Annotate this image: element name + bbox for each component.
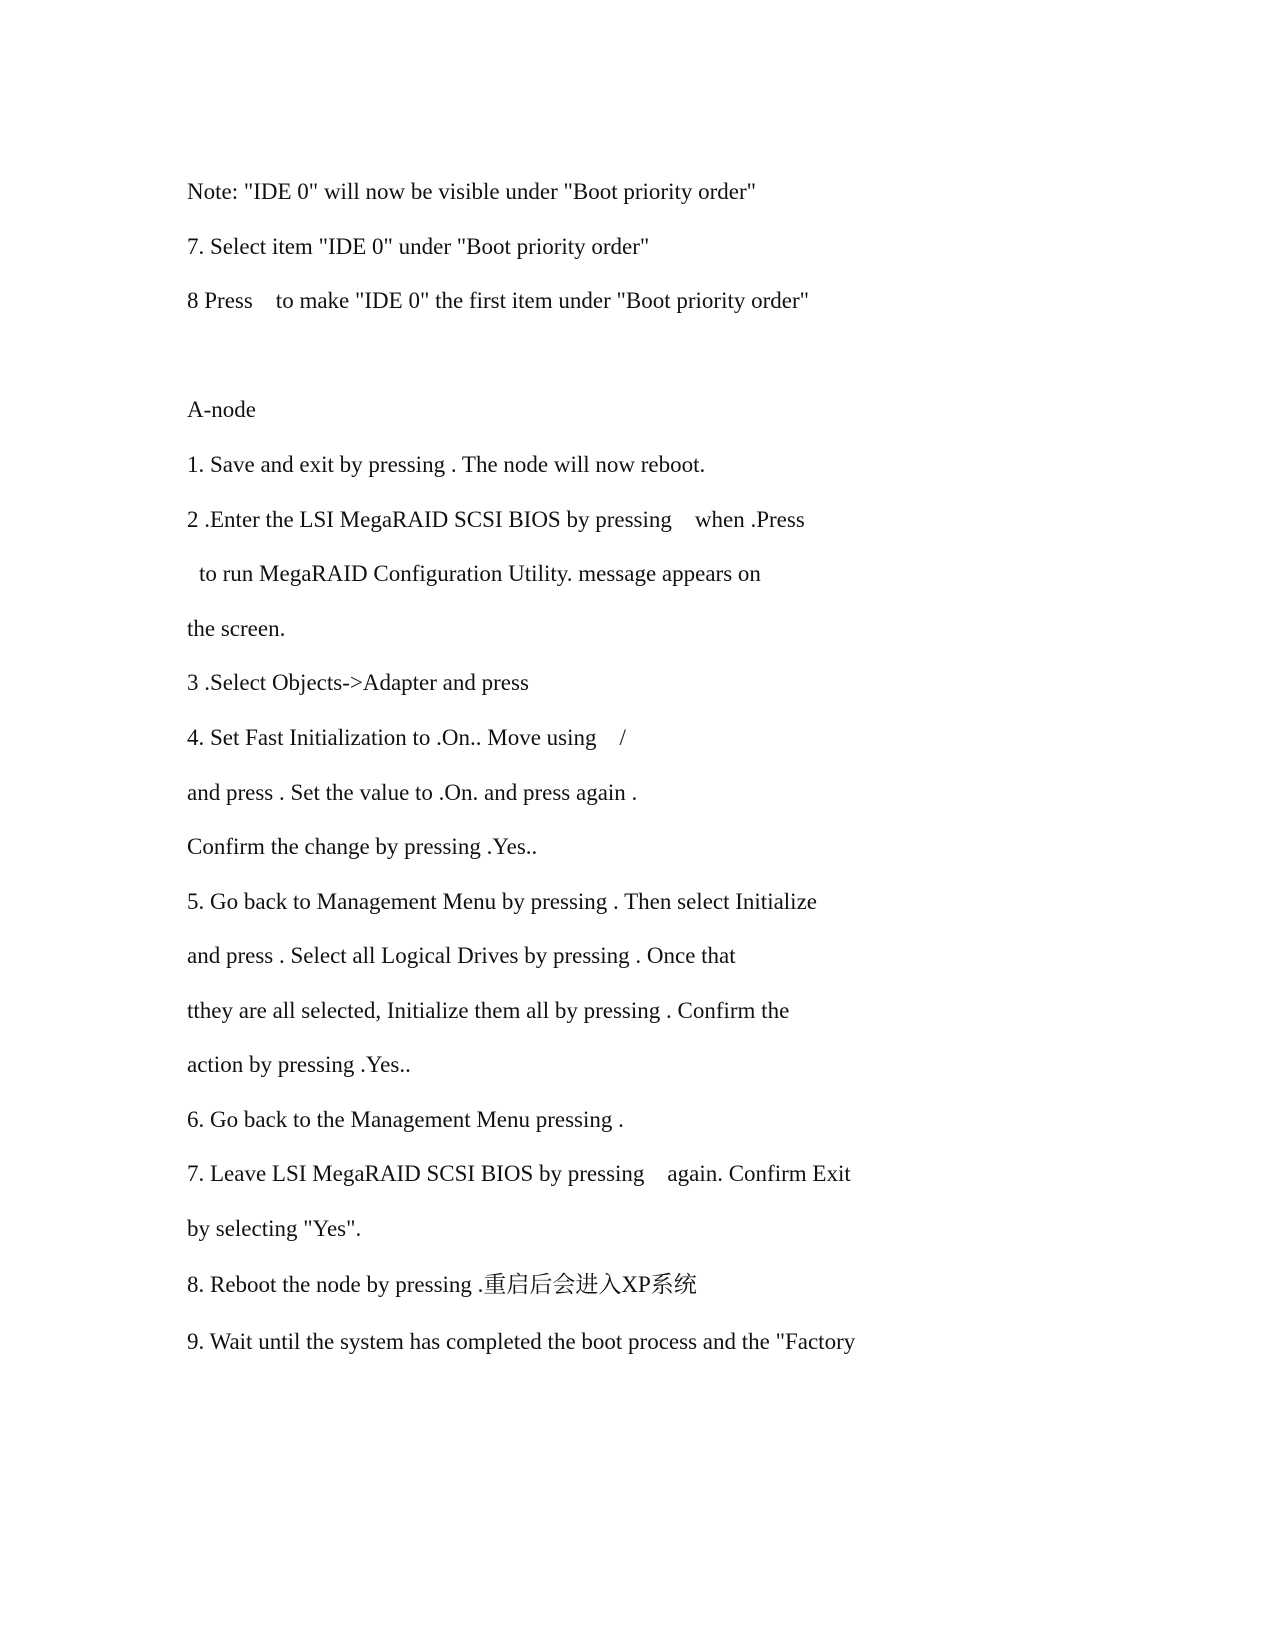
section-heading-a-node: A-node bbox=[187, 397, 256, 422]
step-3-select-objects: 3 .Select Objects->Adapter and press bbox=[187, 670, 529, 695]
step-2-enter-bios: 2 .Enter the LSI MegaRAID SCSI BIOS by pressing when .Press bbox=[187, 507, 805, 532]
step-6-back: 6. Go back to the Management Menu pressing . bbox=[187, 1107, 624, 1132]
step-5-continuation-2: tthey are all selected, Initialize them all by pressing . Confirm the bbox=[187, 998, 790, 1023]
step-4-fast-init: 4. Set Fast Initialization to .On.. Move using / bbox=[187, 725, 626, 750]
step-7-continuation: by selecting "Yes". bbox=[187, 1216, 362, 1241]
step-7-select-ide: 7. Select item "IDE 0" under "Boot priority order" bbox=[187, 234, 650, 259]
step-5-continuation: and press . Select all Logical Drives by pressing . Once that bbox=[187, 943, 736, 968]
step-8-reboot: 8. Reboot the node by pressing .重启后会进入XP系统 bbox=[187, 1272, 697, 1297]
note-line: Note: "IDE 0" will now be visible under "Boot priority order" bbox=[187, 179, 757, 204]
step-5-continuation-3: action by pressing .Yes.. bbox=[187, 1052, 411, 1077]
step-9-wait: 9. Wait until the system has completed the boot process and the "Factory bbox=[187, 1329, 856, 1354]
step-2-continuation: to run MegaRAID Configuration Utility. message appears on bbox=[199, 561, 761, 586]
step-1-save-exit: 1. Save and exit by pressing . The node will now reboot. bbox=[187, 452, 706, 477]
step-8-press: 8 Press to make "IDE 0" the first item under "Boot priority order" bbox=[187, 288, 810, 313]
step-5-management-menu: 5. Go back to Management Menu by pressing . Then select Initialize bbox=[187, 889, 817, 914]
step-7-leave-bios: 7. Leave LSI MegaRAID SCSI BIOS by pressing again. Confirm Exit bbox=[187, 1161, 851, 1186]
step-2-continuation-end: the screen. bbox=[187, 616, 286, 641]
step-4-continuation: and press . Set the value to .On. and press again . bbox=[187, 780, 638, 805]
step-4-confirm: Confirm the change by pressing .Yes.. bbox=[187, 834, 538, 859]
